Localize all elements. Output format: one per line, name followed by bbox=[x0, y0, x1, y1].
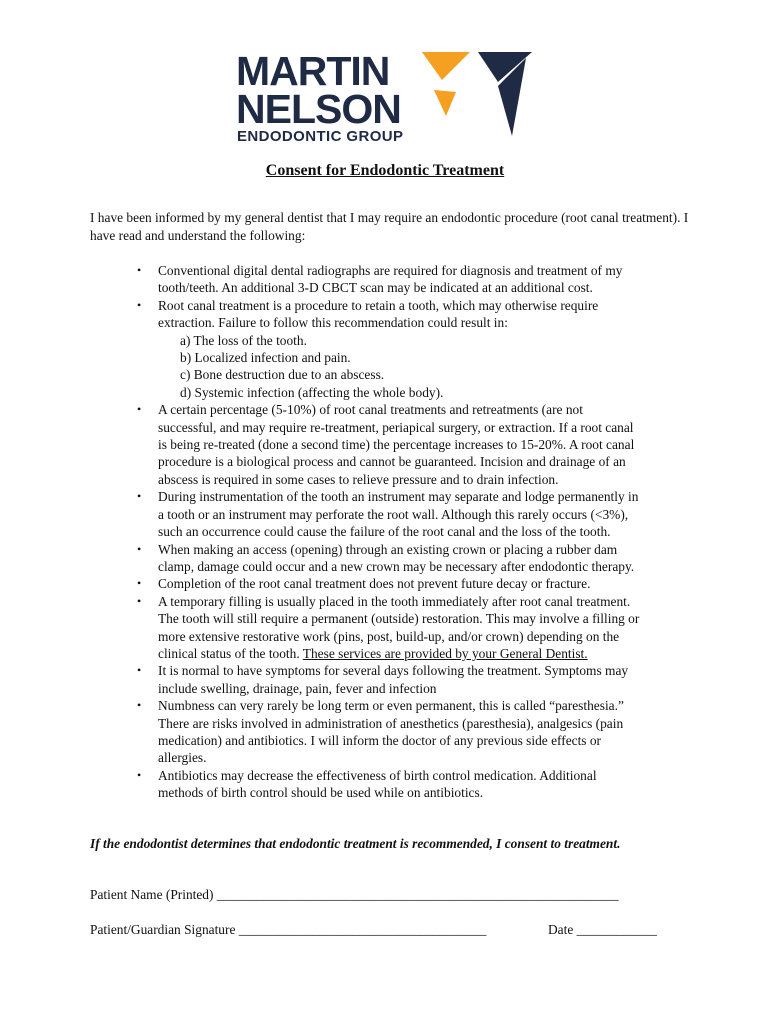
list-item-line: Conventional digital dental radiographs are required for diagnosis and treatment of my bbox=[158, 263, 623, 278]
list-item bbox=[90, 662, 690, 697]
list-item-line: tooth/teeth. An additional 3-D CBCT scan may be indicated at an additional cost. bbox=[158, 280, 593, 296]
list-item-line: include swelling, drainage, pain, fever and infection bbox=[158, 680, 437, 696]
consent-terms-list bbox=[90, 262, 690, 802]
list-item-line: Antibiotics may decrease the effectiveness of birth control medication. Additional bbox=[158, 767, 597, 783]
list-item-line: such an occurrence could cause the failure of the root canal and the loss of the tooth. bbox=[158, 524, 611, 540]
list-item bbox=[90, 262, 690, 297]
list-item bbox=[90, 575, 690, 592]
list-item-line: Completion of the root canal treatment does not prevent future decay or fracture. bbox=[158, 576, 591, 592]
list-item-line: A temporary filling is usually placed in the tooth immediately after root canal treatment. bbox=[158, 593, 631, 609]
general-dentist-note: These services are provided by your General Dentist. bbox=[302, 645, 588, 661]
bullet-icon: • bbox=[137, 576, 142, 591]
list-item-line: A certain percentage (5-10%) of root canal treatments and retreatments (are not bbox=[158, 402, 583, 418]
list-item bbox=[90, 297, 690, 401]
bullet-icon: • bbox=[137, 402, 142, 417]
list-item bbox=[90, 697, 690, 767]
list-item bbox=[90, 541, 690, 576]
list-item-line: When making an access (opening) through an existing crown or placing a rubber dam bbox=[158, 541, 618, 557]
list-item bbox=[90, 767, 690, 802]
bullet-icon: • bbox=[137, 593, 142, 608]
bullet-icon: • bbox=[137, 663, 142, 678]
bullet-icon: • bbox=[137, 767, 142, 782]
list-item bbox=[90, 488, 690, 540]
list-item-line: clamp, damage could occur and a new crown may be necessary after endodontic therapy. bbox=[158, 558, 635, 574]
list-item bbox=[90, 401, 690, 488]
practice-logo bbox=[236, 50, 536, 146]
sub-item: d) Systemic infection (affecting the whole body). bbox=[180, 384, 444, 400]
list-item-line: medication) and antibiotics. I will inform the doctor of any previous side effects or bbox=[158, 732, 602, 748]
bullet-icon: • bbox=[137, 263, 142, 277]
list-item-line: more extensive restorative work (pins, post, build-up, and/or crown) depending on the bbox=[158, 628, 620, 644]
logo-text-nelson: NELSON bbox=[236, 86, 401, 132]
consent-statement: If the endodontist determines that endodontic treatment is recommended, I consent to treatment. bbox=[90, 836, 621, 851]
sub-item: a) The loss of the tooth. bbox=[180, 332, 307, 348]
sub-item: c) Bone destruction due to an abscess. bbox=[180, 367, 385, 383]
list-item-line: allergies. bbox=[158, 750, 207, 766]
list-item-line: a tooth or an instrument may perforate the root wall. Although this rarely occurs (<3%), bbox=[158, 506, 629, 522]
bullet-icon: • bbox=[137, 541, 142, 556]
list-item-line: There are risks involved in administration of anesthetics (paresthesia), analgesics (pain bbox=[158, 715, 624, 731]
bullet-icon: • bbox=[137, 698, 142, 713]
list-item-line: methods of birth control should be used while on antibiotics. bbox=[158, 785, 484, 801]
document-title: Consent for Endodontic Treatment bbox=[265, 162, 505, 179]
list-item-text: clinical status of the tooth. bbox=[158, 645, 303, 661]
list-item-line: procedure is a biological process and cannot be guaranteed. Incision and drainage of an bbox=[158, 454, 626, 470]
intro-paragraph: I have been informed by my general dentist that I may require an endodontic procedure (root canal treatment). I have read and understand the following: bbox=[90, 210, 689, 243]
logo-triangles-icon bbox=[422, 52, 534, 136]
sub-item: b) Localized infection and pain. bbox=[180, 350, 351, 366]
list-item-line: The tooth will still require a permanent (outside) restoration. This may involve a filling or bbox=[158, 611, 640, 627]
logo-text-martin: MARTIN bbox=[236, 48, 390, 94]
list-item-line: Numbness can very rarely be long term or even permanent, this is called “paresthesia.” bbox=[158, 698, 624, 714]
list-item-line: It is normal to have symptoms for several days following the treatment. Symptoms may bbox=[158, 663, 629, 679]
list-item-line: is being re-treated (done a second time) the percentage increases to 15-20%. A root canal bbox=[158, 437, 635, 453]
logo-text-endodontic-group: ENDODONTIC GROUP bbox=[237, 128, 404, 145]
list-item-line: extraction. Failure to follow this recommendation could result in: bbox=[158, 315, 508, 331]
date-field[interactable]: Date ____________ bbox=[548, 922, 657, 937]
list-item bbox=[90, 593, 690, 663]
list-item-line: abscess is required in some cases to relieve pressure and to drain infection. bbox=[158, 471, 559, 487]
signature-field[interactable]: Patient/Guardian Signature _____________________________________ bbox=[90, 922, 487, 937]
bullet-icon: • bbox=[137, 297, 142, 312]
patient-name-field[interactable]: Patient Name (Printed) ____________________________________________________________ bbox=[90, 887, 619, 902]
list-item-line: Root canal treatment is a procedure to retain a tooth, which may otherwise require bbox=[158, 297, 599, 313]
bullet-icon: • bbox=[137, 489, 142, 504]
list-item-line: During instrumentation of the tooth an instrument may separate and lodge permanently in bbox=[158, 489, 639, 505]
list-item-line bbox=[158, 645, 690, 662]
list-item-line: successful, and may require re-treatment, periapical surgery, or extraction. If a root canal bbox=[158, 419, 634, 435]
